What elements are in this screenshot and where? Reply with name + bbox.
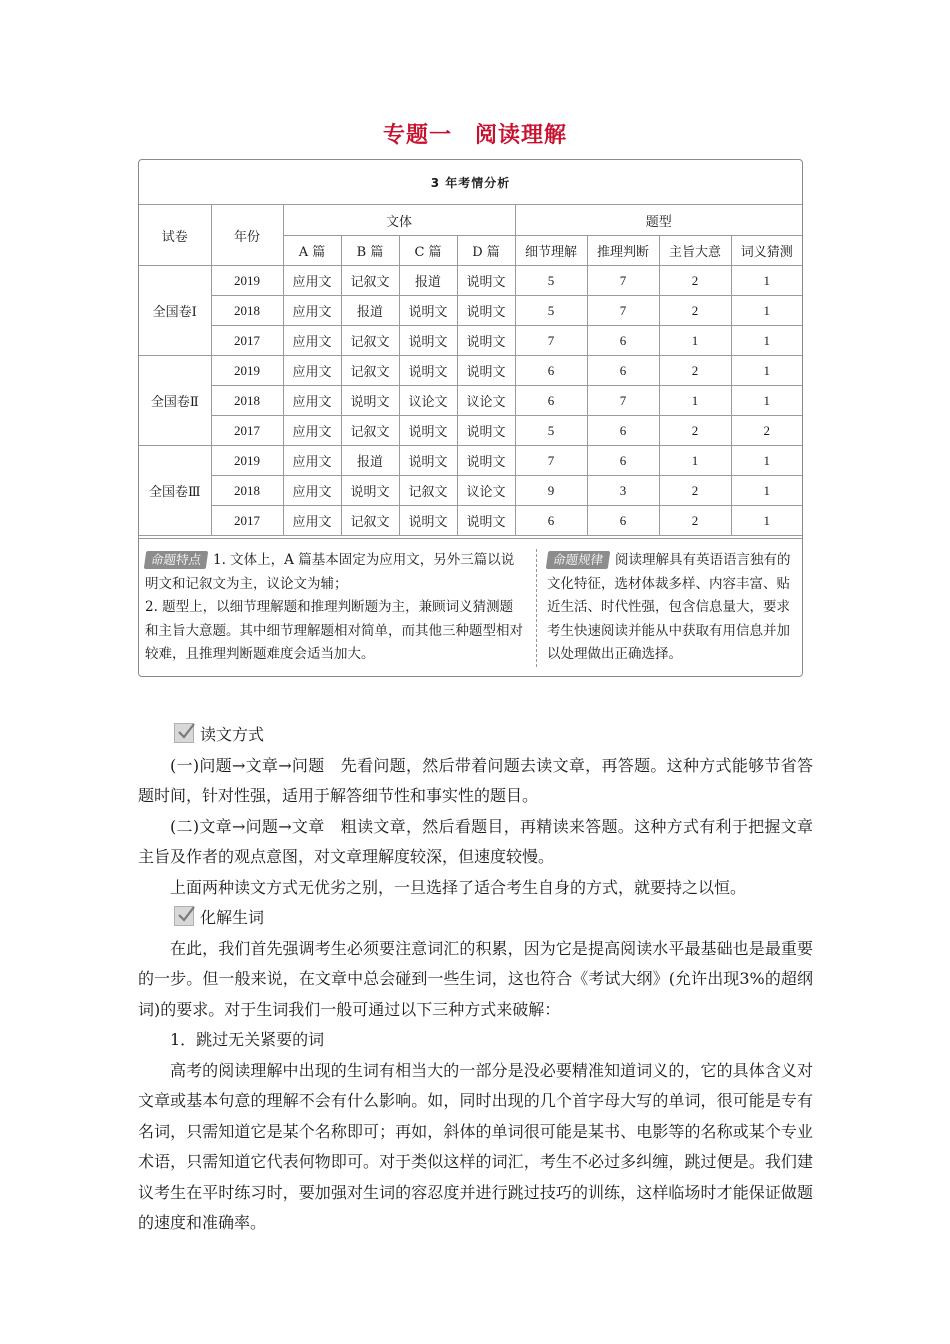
genre-cell: 说明文 [341,476,399,506]
genre-cell: 应用文 [283,386,341,416]
year-cell: 2019 [211,266,283,296]
genre-cell: 应用文 [283,446,341,476]
genre-cell: 报道 [341,446,399,476]
year-cell: 2018 [211,476,283,506]
genre-cell: 应用文 [283,416,341,446]
exam-analysis-table [139,160,802,536]
header-type: 词义猜测 [731,236,802,266]
count-cell: 7 [587,386,659,416]
genre-cell: 说明文 [457,416,515,446]
exam-analysis-box [138,159,803,677]
count-cell: 7 [587,266,659,296]
table-row [139,386,802,416]
genre-cell: 报道 [341,296,399,326]
header-type-group: 题型 [515,205,802,236]
paper-name: 全国卷Ⅲ [139,446,211,536]
count-cell: 6 [515,506,587,536]
header-genre: B 篇 [341,236,399,266]
count-cell: 1 [731,296,802,326]
count-cell: 1 [659,326,731,356]
table-row [139,326,802,356]
paragraph: 在此，我们首先强调考生必须要注意词汇的积累，因为它是提高阅读水平最基础也是最重要的一步。但一般来说，在文章中总会碰到一些生词，这也符合《考试大纲》(允许出现3%的超纲词)的要求。对于生词我们一般可通过以下三种方式来破解： [138,938,813,1019]
table-row [139,506,802,536]
paragraph: (二)文章→问题→文章 粗读文章，然后看题目，再精读来答题。这种方式有利于把握文章主旨及作者的观点意图，对文章理解度较深，但速度较慢。 [138,816,813,866]
features-line-2: 2. 题型上，以细节理解题和推理判断题为主，兼顾词义猜测题和主旨大意题。其中细节理解题相对简单，而其他三种题型相对较难，且推理判断题难度会适当加大。 [145,599,523,662]
header-genre-group: 文体 [283,205,515,236]
year-cell: 2017 [211,506,283,536]
genre-cell: 说明文 [341,386,399,416]
count-cell: 6 [515,386,587,416]
count-cell: 1 [731,476,802,506]
header-type: 推理判断 [587,236,659,266]
paragraph: (一)问题→文章→问题 先看问题，然后带着问题去读文章，再答题。这种方式能够节省答题时间，针对性强，适用于解答细节性和事实性的题目。 [138,755,813,805]
count-cell: 6 [587,446,659,476]
count-cell: 2 [659,356,731,386]
genre-cell: 说明文 [399,506,457,536]
rules-note [547,549,799,667]
count-cell: 2 [659,476,731,506]
count-cell: 5 [515,266,587,296]
count-cell: 1 [731,356,802,386]
count-cell: 1 [731,386,802,416]
count-cell: 1 [731,506,802,536]
table-caption: 3 年考情分析 [139,160,802,205]
genre-cell: 说明文 [457,356,515,386]
count-cell: 2 [659,506,731,536]
count-cell: 2 [659,266,731,296]
section-heading-text: 读文方式 [200,725,265,744]
year-cell: 2019 [211,446,283,476]
count-cell: 9 [515,476,587,506]
count-cell: 6 [515,356,587,386]
count-cell: 1 [731,446,802,476]
table-row [139,356,802,386]
count-cell: 5 [515,296,587,326]
section-heading-reading-mode [138,720,813,751]
genre-cell: 议论文 [399,386,457,416]
header-genre: C 篇 [399,236,457,266]
page-title: 专题一 阅读理解 [382,123,567,148]
genre-cell: 记叙文 [341,416,399,446]
genre-cell: 说明文 [457,446,515,476]
genre-cell: 应用文 [283,326,341,356]
genre-cell: 应用文 [283,476,341,506]
genre-cell: 说明文 [457,326,515,356]
genre-cell: 说明文 [399,416,457,446]
paper-name: 全国卷Ⅰ [139,266,211,356]
table-row [139,296,802,326]
count-cell: 1 [731,266,802,296]
rules-tag: 命题规律 [546,551,611,569]
genre-cell: 记叙文 [341,266,399,296]
main-content [138,720,813,1239]
year-cell: 2017 [211,326,283,356]
genre-cell: 说明文 [457,506,515,536]
genre-cell: 应用文 [283,296,341,326]
genre-cell: 记叙文 [341,356,399,386]
features-note [145,549,523,667]
section-heading-vocab [138,903,813,934]
count-cell: 1 [659,446,731,476]
count-cell: 6 [587,326,659,356]
header-paper: 试卷 [139,205,211,266]
notes-divider [536,549,537,667]
genre-cell: 说明文 [399,326,457,356]
table-row [139,416,802,446]
table-row [139,476,802,506]
genre-cell: 记叙文 [399,476,457,506]
count-cell: 5 [515,416,587,446]
genre-cell: 说明文 [399,446,457,476]
year-cell: 2017 [211,416,283,446]
genre-cell: 记叙文 [341,506,399,536]
paragraph: 高考的阅读理解中出现的生词有相当大的一部分是没必要精准知道词义的，它的具体含义对文章或基本句意的理解不会有什么影响。如，同时出现的几个首字母大写的单词，很可能是专有名词，只需知道它是某个名称即可；再如，斜体的单词很可能是某书、电影等的名称或某个专业术语，只需知道它代表何物即可。对于类似这样的词汇，考生不必过多纠缠，跳过便是。我们建议考生在平时练习时，要加强对生词的容忍度并进行跳过技巧的训练，这样临场时才能保证做题的速度和准确率。 [138,1060,813,1232]
features-tag: 命题特点 [144,551,209,569]
genre-cell: 议论文 [457,386,515,416]
header-genre: D 篇 [457,236,515,266]
count-cell: 7 [515,326,587,356]
count-cell: 6 [587,506,659,536]
count-cell: 3 [587,476,659,506]
count-cell: 1 [659,386,731,416]
checkmark-icon [174,906,194,926]
paragraph: 上面两种读文方式无优劣之别，一旦选择了适合考生自身的方式，就要持之以恒。 [170,877,747,897]
checkmark-icon [174,723,194,743]
year-cell: 2019 [211,356,283,386]
features-line-1: 1. 文体上，A 篇基本固定为应用文，另外三篇以说明文和记叙文为主，议论文为辅； [145,552,515,592]
header-type: 主旨大意 [659,236,731,266]
count-cell: 1 [731,326,802,356]
count-cell: 7 [515,446,587,476]
header-year: 年份 [211,205,283,266]
year-cell: 2018 [211,296,283,326]
year-cell: 2018 [211,386,283,416]
genre-cell: 说明文 [399,296,457,326]
genre-cell: 报道 [399,266,457,296]
genre-cell: 说明文 [399,356,457,386]
genre-cell: 应用文 [283,506,341,536]
genre-cell: 说明文 [457,266,515,296]
count-cell: 2 [659,416,731,446]
notes-panel [139,538,802,675]
count-cell: 7 [587,296,659,326]
count-cell: 6 [587,416,659,446]
count-cell: 6 [587,356,659,386]
genre-cell: 说明文 [457,296,515,326]
genre-cell: 应用文 [283,266,341,296]
paper-name: 全国卷Ⅱ [139,356,211,446]
section-heading-text: 化解生词 [200,908,265,927]
header-genre: A 篇 [283,236,341,266]
header-type: 细节理解 [515,236,587,266]
genre-cell: 记叙文 [341,326,399,356]
genre-cell: 应用文 [283,356,341,386]
genre-cell: 议论文 [457,476,515,506]
rules-text: 阅读理解具有英语语言独有的文化特征，选材体裁多样、内容丰富、贴近生活、时代性强，包含信息量大，要求考生快速阅读并能从中获取有用信息并加以处理做出正确选择。 [547,552,791,662]
table-row [139,446,802,476]
table-row [139,266,802,296]
paragraph: 1．跳过无关紧要的词 [170,1030,325,1049]
count-cell: 2 [731,416,802,446]
count-cell: 2 [659,296,731,326]
